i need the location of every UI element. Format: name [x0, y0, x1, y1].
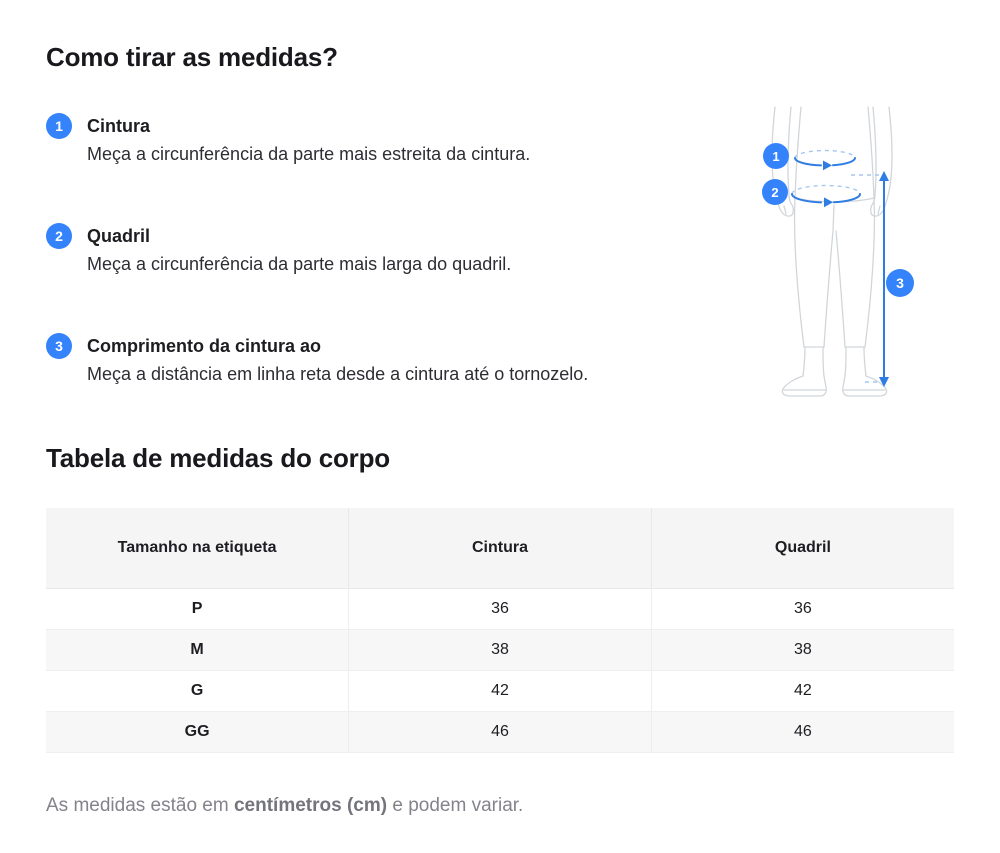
svg-text:2: 2: [771, 185, 779, 200]
step-1-badge: 1: [46, 113, 72, 139]
size-label: GG: [46, 712, 349, 753]
size-label: G: [46, 671, 349, 712]
quadril-value: 42: [651, 671, 954, 712]
table-row: [46, 630, 954, 671]
col-header-cintura: Cintura: [349, 508, 652, 589]
size-label: P: [46, 589, 349, 630]
table-header-row: [46, 508, 954, 589]
measures-footnote: [46, 793, 954, 819]
footnote-units: centímetros (cm): [233, 795, 388, 816]
cintura-value: 36: [349, 589, 652, 630]
col-header-quadril: Quadril: [651, 508, 954, 589]
measurement-illustration: [753, 95, 993, 407]
step-quadril: [46, 223, 706, 277]
body-measures-table: [46, 508, 954, 753]
step-2-badge: 2: [46, 223, 72, 249]
figure-marker-3: [886, 269, 914, 297]
step-3-description: Meça a distância em linha reta desde a cintura até o tornozelo.: [87, 364, 589, 384]
cintura-value: 46: [349, 712, 652, 753]
col-header-tamanho: Tamanho na etiqueta: [46, 508, 349, 589]
measure-steps-list: [46, 113, 706, 387]
step-cintura: [46, 113, 706, 167]
lower-body-figure-icon: [753, 95, 993, 407]
step-1-label: Cintura: [87, 116, 150, 136]
quadril-value: 38: [651, 630, 954, 671]
step-2-label: Quadril: [87, 226, 151, 246]
step-comprimento: [46, 333, 706, 387]
table-row: [46, 671, 954, 712]
table-row: [46, 589, 954, 630]
svg-text:1: 1: [772, 149, 780, 164]
step-1-description: Meça a circunferência da parte mais estreita da cintura.: [87, 144, 531, 164]
footnote-suffix: e podem variar.: [387, 795, 524, 816]
figure-marker-2: [762, 179, 788, 205]
quadril-value: 36: [651, 589, 954, 630]
step-2-description: Meça a circunferência da parte mais larga do quadril.: [87, 254, 512, 274]
size-label: M: [46, 630, 349, 671]
step-3-badge: 3: [46, 333, 72, 359]
footnote-prefix: As medidas estão em: [46, 795, 234, 816]
size-table-title: Tabela de medidas do corpo: [46, 443, 390, 473]
quadril-value: 46: [651, 712, 954, 753]
step-3-label: Comprimento da cintura ao: [87, 336, 322, 356]
table-row: [46, 712, 954, 753]
svg-text:3: 3: [896, 275, 904, 291]
cintura-value: 38: [349, 630, 652, 671]
measure-guide-title: Como tirar as medidas?: [46, 42, 338, 72]
cintura-value: 42: [349, 671, 652, 712]
figure-marker-1: [763, 143, 789, 169]
